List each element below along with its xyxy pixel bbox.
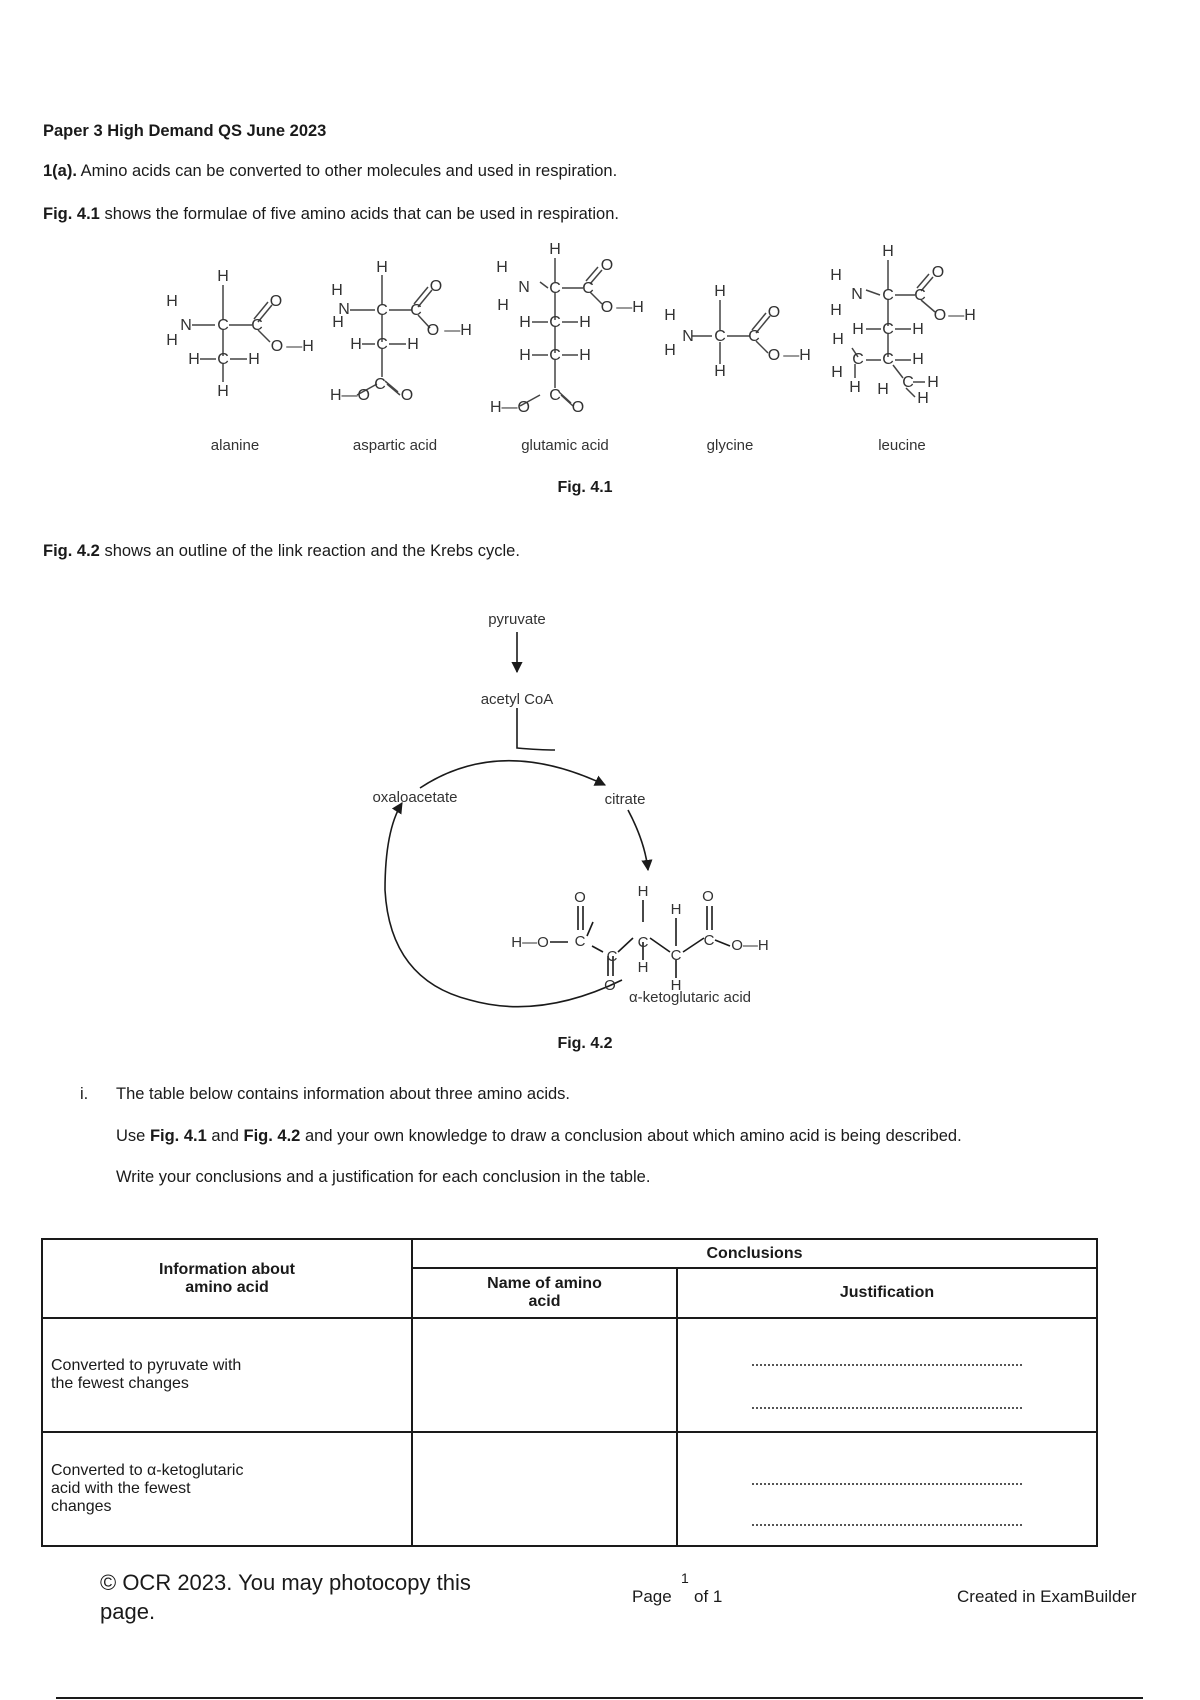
fig-4-2-caption: Fig. 4.2 <box>557 1035 613 1052</box>
svg-text:C: C <box>703 932 715 949</box>
svg-text:C: C <box>410 302 422 319</box>
question-intro <box>43 162 617 181</box>
svg-text:H: H <box>877 381 889 398</box>
label-aspartic-acid: aspartic acid <box>352 437 438 454</box>
fig-4-1-amino-acids <box>0 240 1200 500</box>
svg-text:C: C <box>714 328 726 345</box>
svg-text:O: O <box>600 299 614 316</box>
svg-text:N: N <box>851 286 863 303</box>
header-info: Information about amino acid <box>42 1239 412 1318</box>
svg-text:O: O <box>931 264 945 281</box>
svg-text:O: O <box>574 889 586 906</box>
svg-text:C: C <box>582 280 594 297</box>
svg-text:O: O <box>429 278 443 295</box>
table-row <box>42 1318 1097 1432</box>
svg-text:C: C <box>217 317 229 334</box>
label-leucine: leucine <box>878 437 926 454</box>
answer-line[interactable] <box>752 1523 1022 1526</box>
svg-text:O: O <box>600 257 614 274</box>
arrow-to-ketoglutarate <box>628 810 648 870</box>
fig2-intro-text: shows an outline of the link reaction and the Krebs cycle. <box>104 542 520 560</box>
acetyl-feed-line <box>517 708 555 750</box>
fig1-intro-text: shows the formulae of five amino acids that can be used in respiration. <box>104 205 619 223</box>
svg-text:H: H <box>917 390 929 407</box>
footer-page-of: of 1 <box>694 1587 723 1606</box>
svg-text:N: N <box>518 279 530 296</box>
answer-line[interactable] <box>752 1363 1022 1366</box>
svg-text:H: H <box>912 351 924 368</box>
svg-text:H: H <box>496 259 508 276</box>
svg-text:H: H <box>332 314 344 331</box>
svg-text:O: O <box>400 387 414 404</box>
row-info: Converted to α-ketoglutaric acid with the fewest changes <box>42 1432 412 1546</box>
page-title: Paper 3 High Demand QS June 2023 <box>43 122 327 140</box>
question-intro-text: Amino acids can be converted to other molecules and used in respiration. <box>80 162 618 180</box>
fig1-intro <box>43 205 619 224</box>
svg-text:H: H <box>927 374 939 391</box>
footer-copyright: © OCR 2023. You may photocopy this page. <box>100 1570 471 1624</box>
label-oxaloacetate: oxaloacetate <box>372 789 458 806</box>
table-row <box>42 1432 1097 1546</box>
svg-text:C: C <box>574 933 586 950</box>
footer-page-label: Page <box>632 1587 672 1606</box>
svg-text:H: H <box>664 307 676 324</box>
svg-text:H: H <box>407 336 419 353</box>
fig-4-2-krebs-cycle <box>0 580 1200 1060</box>
part-i-and: and <box>211 1127 239 1145</box>
svg-text:H: H <box>670 901 682 918</box>
svg-text:O: O <box>269 293 283 310</box>
svg-text:O: O <box>767 304 781 321</box>
svg-text:C: C <box>251 317 263 334</box>
svg-text:H: H <box>166 293 178 310</box>
svg-text:N: N <box>338 301 350 318</box>
part-i-marker: i. <box>80 1085 89 1103</box>
footer-rule <box>56 1697 1143 1699</box>
svg-text:—H: —H <box>286 338 314 355</box>
name-answer-cell[interactable] <box>412 1432 677 1546</box>
svg-text:C: C <box>549 347 561 364</box>
svg-text:H: H <box>670 977 682 994</box>
svg-text:H: H <box>912 321 924 338</box>
svg-text:C: C <box>637 934 649 951</box>
fig2-ref: Fig. 4.2 <box>43 542 100 560</box>
label-glutamic-acid: glutamic acid <box>521 437 609 454</box>
justification-answer-cell[interactable] <box>677 1432 1097 1546</box>
fig2-intro <box>43 542 520 561</box>
svg-text:N: N <box>682 328 694 345</box>
svg-text:O—H: O—H <box>731 937 769 954</box>
svg-text:H: H <box>664 342 676 359</box>
svg-text:H—O: H—O <box>330 387 370 404</box>
svg-text:H: H <box>852 321 864 338</box>
svg-text:H: H <box>188 351 200 368</box>
svg-text:C: C <box>376 302 388 319</box>
svg-text:O: O <box>933 307 947 324</box>
justification-answer-cell[interactable] <box>677 1318 1097 1432</box>
header-justification: Justification <box>677 1268 1097 1318</box>
svg-text:H: H <box>376 259 388 276</box>
fig-4-1-caption: Fig. 4.1 <box>557 479 613 496</box>
svg-text:H: H <box>248 351 260 368</box>
answer-line[interactable] <box>752 1482 1022 1485</box>
svg-text:N: N <box>180 317 192 334</box>
answer-line[interactable] <box>752 1406 1022 1409</box>
svg-text:H: H <box>519 314 531 331</box>
svg-text:—H: —H <box>616 299 644 316</box>
svg-text:H: H <box>831 364 843 381</box>
label-alanine: alanine <box>210 437 260 454</box>
label-pyruvate: pyruvate <box>488 611 546 628</box>
svg-text:H: H <box>579 314 591 331</box>
svg-text:—H: —H <box>948 307 976 324</box>
label-glycine: glycine <box>706 437 754 454</box>
footer-created: Created in ExamBuilder <box>957 1587 1137 1606</box>
svg-text:H: H <box>832 331 844 348</box>
svg-text:H: H <box>714 363 726 380</box>
part-i-line3: Write your conclusions and a justification for each conclusion in the table. <box>116 1168 651 1186</box>
svg-text:C: C <box>549 314 561 331</box>
header-name: Name of amino acid <box>412 1268 677 1318</box>
svg-text:H: H <box>637 959 649 976</box>
svg-text:H: H <box>714 283 726 300</box>
svg-text:O: O <box>571 399 585 416</box>
svg-text:O: O <box>604 977 616 994</box>
part-i-fig1-ref: Fig. 4.1 <box>149 1127 207 1145</box>
svg-text:H: H <box>549 241 561 258</box>
part-i-use: Use <box>116 1127 146 1145</box>
header-conclusions: Conclusions <box>412 1239 1097 1268</box>
svg-text:H: H <box>882 243 894 260</box>
svg-text:H—O: H—O <box>490 399 530 416</box>
svg-text:H: H <box>519 347 531 364</box>
svg-text:C: C <box>374 376 386 393</box>
svg-text:C: C <box>670 947 682 964</box>
label-citrate: citrate <box>604 791 646 808</box>
svg-text:C: C <box>606 948 618 965</box>
part-i-line1: The table below contains information about three amino acids. <box>116 1085 571 1103</box>
svg-text:O: O <box>270 338 284 355</box>
svg-text:C: C <box>549 280 561 297</box>
svg-text:H: H <box>350 336 362 353</box>
svg-text:C: C <box>882 351 894 368</box>
svg-text:H: H <box>217 268 229 285</box>
svg-text:H: H <box>497 297 509 314</box>
svg-text:C: C <box>902 374 914 391</box>
svg-text:H: H <box>166 332 178 349</box>
svg-text:C: C <box>852 351 864 368</box>
svg-text:O: O <box>702 888 714 905</box>
arrow-to-oxaloacetate <box>385 803 622 1007</box>
svg-text:H: H <box>830 267 842 284</box>
svg-text:H: H <box>637 883 649 900</box>
svg-text:—H: —H <box>783 347 811 364</box>
svg-text:H: H <box>579 347 591 364</box>
label-acetyl-coa: acetyl CoA <box>480 691 554 708</box>
part-i-line2 <box>116 1127 962 1146</box>
label-alpha-ketoglutaric-acid: α-ketoglutaric acid <box>628 989 752 1006</box>
svg-text:H: H <box>217 383 229 400</box>
question-label: 1(a). <box>43 162 77 180</box>
svg-text:H—O: H—O <box>511 934 549 951</box>
svg-text:C: C <box>549 387 561 404</box>
svg-text:C: C <box>882 321 894 338</box>
arrow-to-citrate <box>420 761 605 788</box>
footer-page-number: 1 <box>681 1570 689 1586</box>
svg-text:O: O <box>767 347 781 364</box>
svg-text:H: H <box>331 282 343 299</box>
fig1-ref: Fig. 4.1 <box>43 205 100 223</box>
svg-text:C: C <box>748 328 760 345</box>
svg-text:O: O <box>426 322 440 339</box>
name-answer-cell[interactable] <box>412 1318 677 1432</box>
svg-text:H: H <box>830 302 842 319</box>
svg-text:C: C <box>376 336 388 353</box>
row-info: Converted to pyruvate with the fewest changes <box>42 1318 412 1432</box>
part-i-line2-rest: and your own knowledge to draw a conclusion about which amino acid is being described. <box>304 1127 962 1145</box>
answer-table <box>41 1238 1098 1547</box>
svg-text:—H: —H <box>444 322 472 339</box>
part-i-fig2-ref: Fig. 4.2 <box>243 1127 301 1145</box>
svg-text:C: C <box>914 287 926 304</box>
svg-text:C: C <box>882 287 894 304</box>
svg-text:C: C <box>217 351 229 368</box>
svg-text:H: H <box>849 379 861 396</box>
